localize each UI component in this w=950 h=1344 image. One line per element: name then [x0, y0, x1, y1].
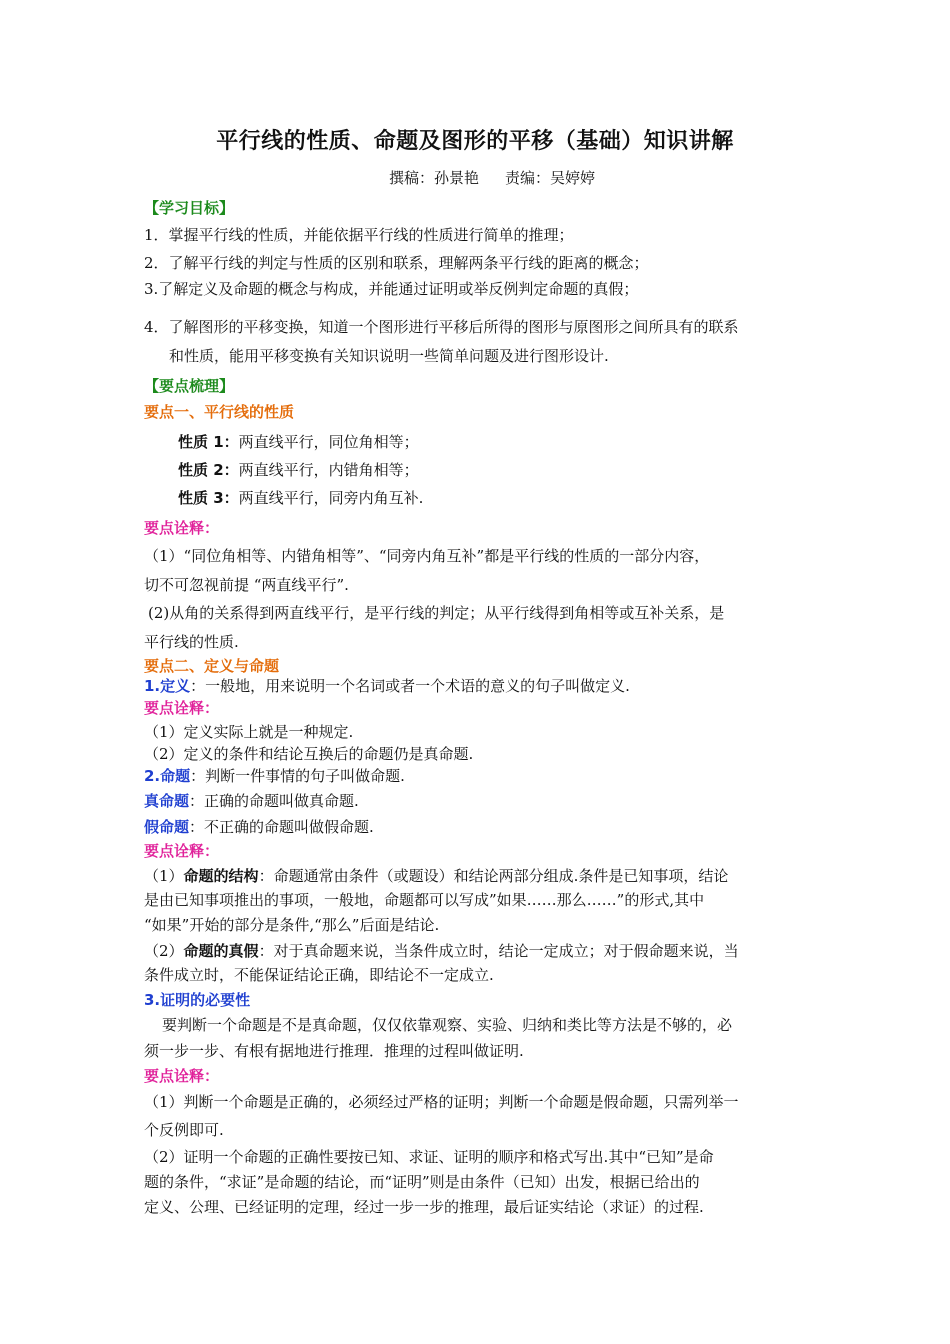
note-line: （2）证明一个命题的正确性要按已知、求证、证明的顺序和格式写出.其中“已知”是命 [144, 1148, 714, 1166]
objective-item: 2．了解平行线的判定与性质的区别和联系，理解两条平行线的距离的概念； [144, 254, 649, 272]
note-line [144, 866, 728, 886]
note-line: “如果”开始的部分是条件,“那么”后面是结论. [144, 916, 440, 934]
proof-heading: 3.证明的必要性 [144, 991, 251, 1009]
note-line: （1）“同位角相等、内错角相等”、“同旁内角互补”都是平行线的性质的一部分内容， [144, 547, 710, 565]
proof-text: 须一步一步、有根有据地进行推理．推理的过程叫做证明. [144, 1042, 524, 1060]
definition-line [144, 676, 630, 696]
note-heading: 要点诠释： [144, 1067, 220, 1085]
false-proposition-text: ：不正确的命题叫做假命题. [189, 818, 374, 836]
property-line [178, 460, 419, 480]
note-term: 命题的真假 [183, 942, 259, 960]
property-text: 两直线平行，同位角相等； [238, 433, 419, 451]
true-proposition-line [144, 791, 359, 811]
note-line: （1）定义实际上就是一种规定. [144, 723, 354, 741]
note-text: ：命题通常由条件（或题设）和结论两部分组成.条件是已知事项，结论 [258, 867, 729, 885]
note-line: （1）判断一个命题是正确的，必须经过严格的证明；判断一个命题是假命题，只需列举一 [144, 1093, 739, 1111]
definition-text: ：一般地，用来说明一个名词或者一个术语的意义的句子叫做定义. [190, 677, 630, 695]
note-term: 命题的结构 [183, 867, 259, 885]
page-title: 平行线的性质、命题及图形的平移（基础）知识讲解 [216, 129, 734, 154]
editor: 责编：吴婷婷 [505, 169, 596, 187]
section-heading: 要点二、定义与命题 [144, 657, 280, 675]
proof-text: 要判断一个命题是不是真命题，仅仅依靠观察、实验、归纳和类比等方法是不够的，必 [162, 1016, 733, 1034]
note-line: 个反例即可. [144, 1121, 224, 1139]
objective-item-continued: 和性质，能用平移变换有关知识说明一些简单问题及进行图形设计. [169, 347, 609, 365]
byline [389, 168, 595, 188]
false-proposition-label: 假命题 [144, 818, 190, 836]
note-line: （2）定义的条件和结论互换后的命题仍是真命题. [144, 745, 474, 763]
property-label: 性质 2： [178, 461, 239, 479]
note-heading: 要点诠释： [144, 699, 220, 717]
note-line: 定义、公理、已经证明的定理，经过一步一步的推理，最后证实结论（求证）的过程. [144, 1198, 704, 1216]
note-heading: 要点诠释： [144, 519, 220, 537]
property-label: 性质 1： [178, 433, 239, 451]
objective-item: 1．掌握平行线的性质，并能依据平行线的性质进行简单的推理； [144, 226, 574, 244]
proposition-line [144, 766, 405, 786]
proposition-text: ：判断一件事情的句子叫做命题. [190, 767, 405, 785]
note-line: 平行线的性质. [144, 633, 239, 651]
property-line [178, 488, 423, 508]
property-text: 两直线平行，同旁内角互补. [238, 489, 424, 507]
author: 撰稿：孙景艳 [389, 169, 480, 187]
note-line: 条件成立时，不能保证结论正确，即结论不一定成立. [144, 966, 494, 984]
note-text: ：对于真命题来说，当条件成立时，结论一定成立；对于假命题来说，当 [258, 942, 739, 960]
note-line: 题的条件，“求证”是命题的结论，而“证明”则是由条件（已知）出发，根据已给出的 [144, 1173, 700, 1191]
proposition-label: 2.命题 [144, 767, 191, 785]
section-heading: 要点一、平行线的性质 [144, 403, 295, 421]
property-line [178, 432, 419, 452]
property-text: 两直线平行，内错角相等； [238, 461, 419, 479]
false-proposition-line [144, 817, 374, 837]
note-line: 是由已知事项推出的事项，一般地，命题都可以写成”如果……那么……”的形式,其中 [144, 891, 705, 909]
objectives-heading: 【学习目标】 [144, 199, 235, 217]
note-line: 切不可忽视前提 “两直线平行”. [144, 576, 349, 594]
note-heading: 要点诠释： [144, 842, 220, 860]
note-line: (2)从角的关系得到两直线平行，是平行线的判定；从平行线得到角相等或互补关系，是 [148, 604, 725, 622]
objective-item: 4．了解图形的平移变换，知道一个图形进行平移后所得的图形与原图形之间所具有的联系 [144, 318, 739, 336]
true-proposition-label: 真命题 [144, 792, 190, 810]
note-prefix: （1） [144, 867, 184, 885]
note-line [144, 941, 739, 961]
key-points-heading: 【要点梳理】 [144, 377, 235, 395]
true-proposition-text: ：正确的命题叫做真命题. [189, 792, 359, 810]
definition-label: 1.定义 [144, 677, 191, 695]
objective-item: 3.了解定义及命题的概念与构成，并能通过证明或举反例判定命题的真假； [144, 280, 639, 298]
note-prefix: （2） [144, 942, 184, 960]
property-label: 性质 3： [178, 489, 239, 507]
